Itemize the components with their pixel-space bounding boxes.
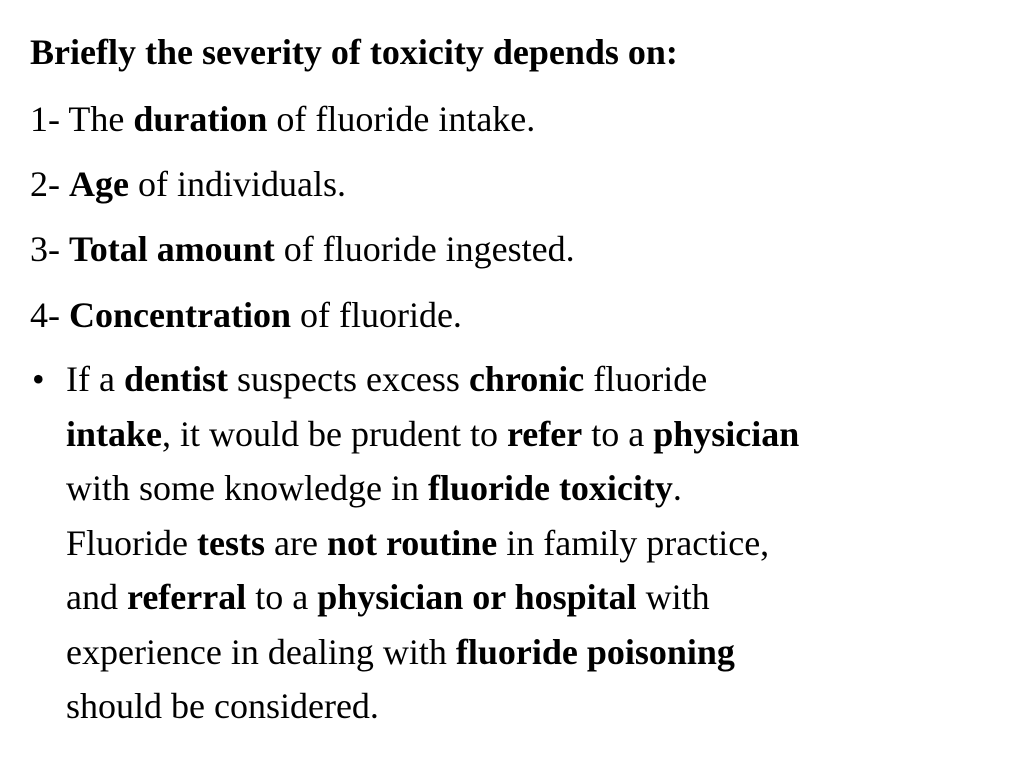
list-item-3 (30, 229, 575, 269)
item-keyword: Age (69, 164, 129, 204)
text-segment: experience in dealing with (66, 631, 447, 672)
bold-segment: chronic (468, 359, 585, 399)
item-keyword: duration (133, 99, 268, 139)
text-segment: to a (255, 577, 309, 617)
text-segment: , it would be prudent to (162, 413, 498, 454)
list-item-4 (30, 295, 462, 335)
text-segment: with (645, 577, 710, 617)
list-item-2 (30, 164, 346, 204)
item-keyword: Concentration (69, 295, 291, 335)
item-keyword: Total amount (69, 229, 275, 269)
item-number: 1- (30, 99, 60, 139)
item-number: 4- (30, 295, 60, 335)
bold-segment: physician (653, 413, 800, 454)
item-text-post: of fluoride ingested. (283, 229, 575, 269)
item-number: 3- (30, 229, 60, 269)
text-segment: . (672, 468, 682, 508)
text-segment: should be considered. (66, 686, 379, 726)
bold-segment: tests (197, 522, 265, 563)
bold-segment: referral (126, 577, 247, 617)
bullet-line-3 (66, 461, 1011, 516)
text-segment: to a (591, 413, 645, 454)
text-segment: and (66, 577, 118, 617)
text-segment: Fluoride (66, 522, 188, 563)
list-item-1 (30, 99, 535, 139)
item-text-pre: The (68, 99, 125, 139)
bold-segment: physician or hospital (317, 577, 637, 617)
item-text-post: of fluoride. (299, 295, 462, 335)
bullet-line-5 (66, 570, 1011, 625)
bold-segment: intake (66, 413, 163, 454)
bold-segment: fluoride poisoning (455, 631, 735, 672)
bullet-line-7 (66, 679, 1011, 734)
bullet-line-6 (66, 625, 1011, 680)
item-text-post: of individuals. (137, 164, 346, 204)
bullet-paragraph (66, 352, 1011, 734)
item-text-post: of fluoride intake. (276, 99, 536, 139)
text-segment: fluoride (593, 359, 708, 399)
text-segment: If a (66, 359, 115, 399)
bold-segment: fluoride toxicity (427, 468, 673, 508)
bullet-line-1 (66, 352, 1011, 407)
text-segment: with some knowledge in (66, 468, 419, 508)
bold-segment: not routine (326, 522, 498, 563)
text-segment: suspects excess (236, 359, 460, 399)
bold-segment: dentist (123, 359, 228, 399)
text-segment: are (273, 522, 318, 563)
bullet-point-icon: • (32, 359, 45, 399)
text-segment: in family practice, (506, 522, 770, 563)
bold-segment: refer (506, 413, 583, 454)
bullet-line-2 (66, 407, 1011, 462)
slide-heading: Briefly the severity of toxicity depends on: (30, 32, 678, 72)
item-number: 2- (30, 164, 60, 204)
bullet-line-4 (66, 516, 1011, 571)
